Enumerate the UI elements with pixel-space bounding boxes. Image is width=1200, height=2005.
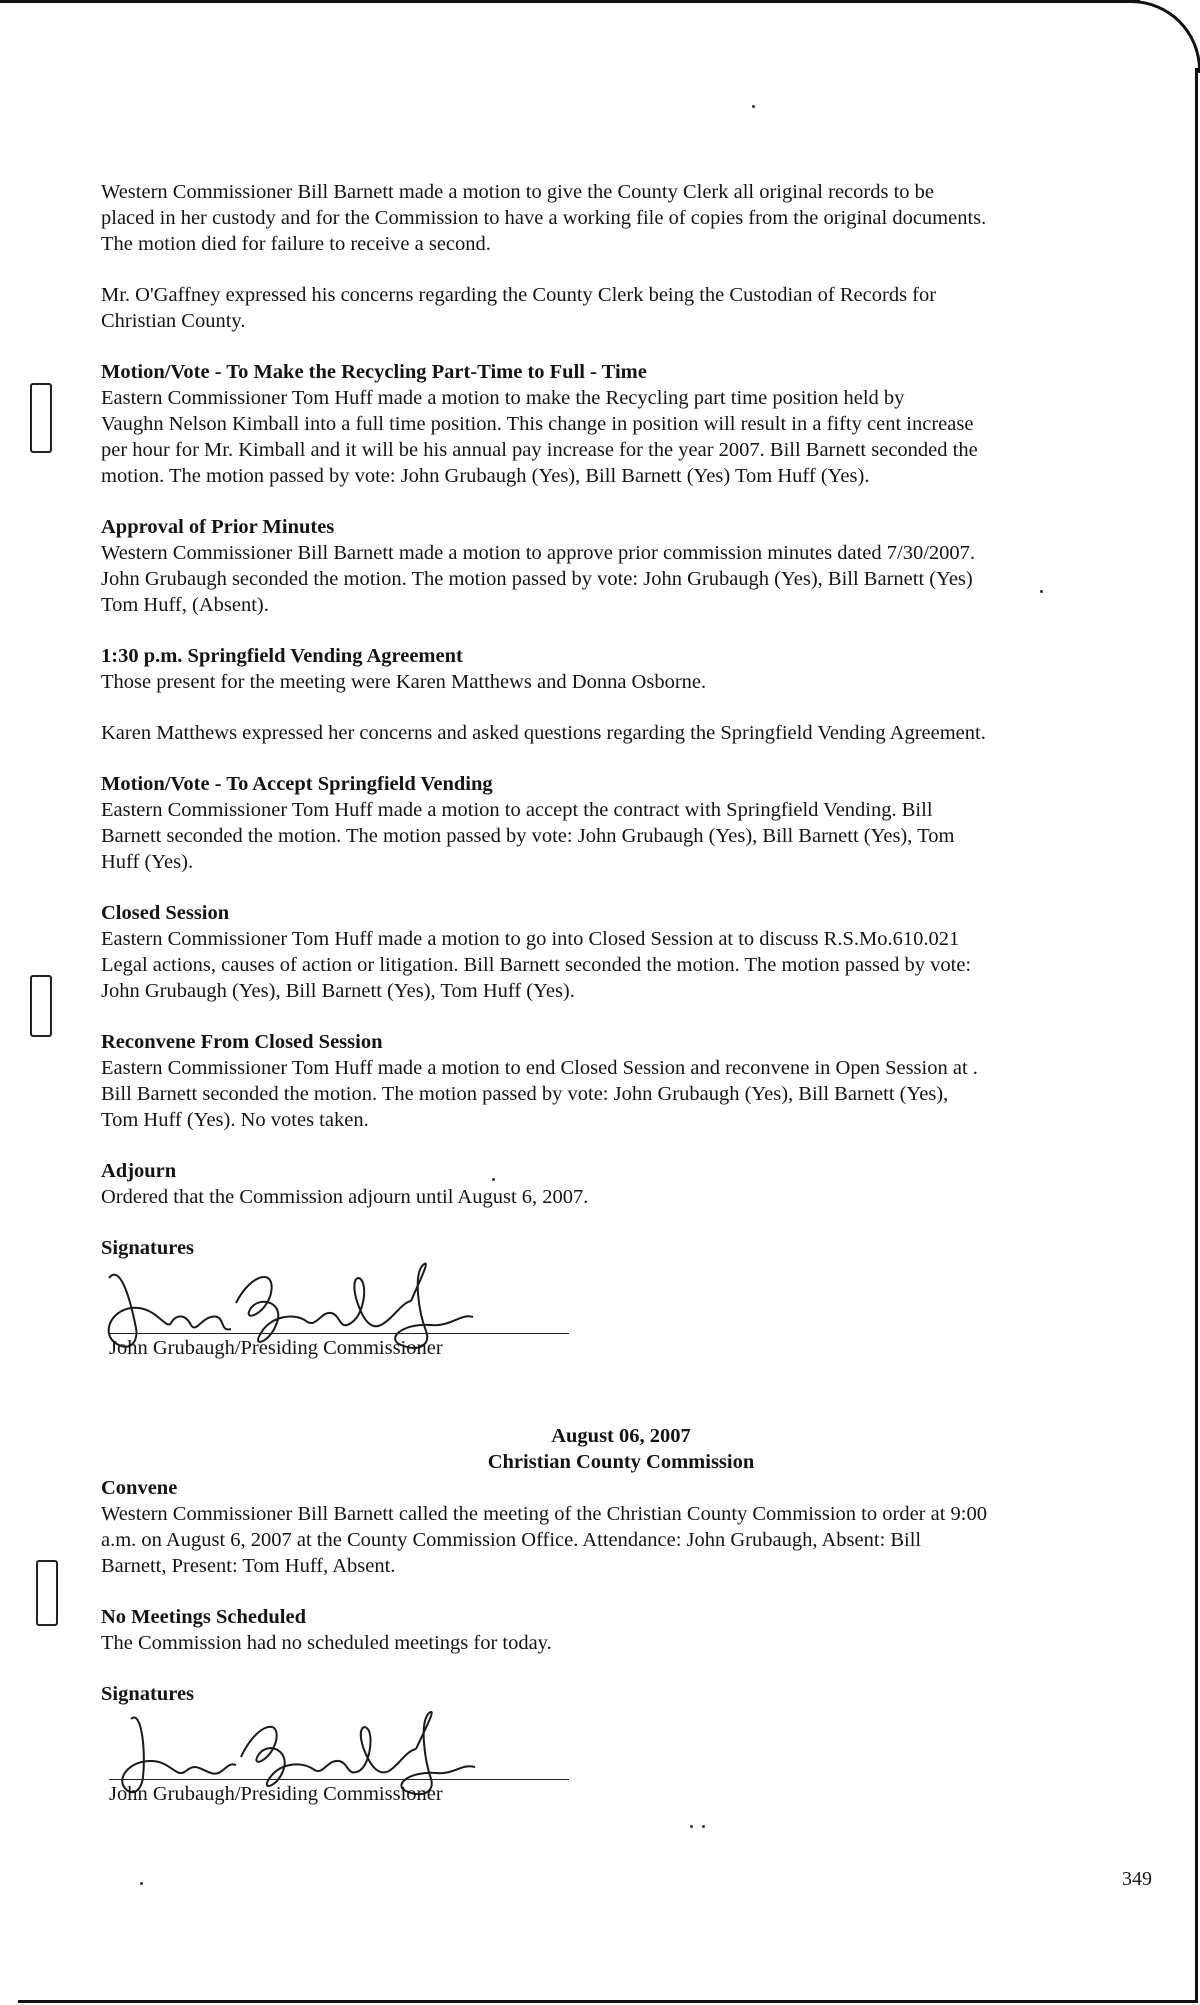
meeting-date: August 06, 2007 (551, 1425, 691, 1447)
section-heading: 1:30 p.m. Springfield Vending Agreement (101, 645, 463, 667)
signature-line (109, 1333, 569, 1334)
text-line: Legal actions, causes of action or litigation. Bill Barnett seconded the motion. The motion passed by vote: (101, 954, 972, 976)
margin-punch-box (30, 975, 52, 1037)
text-line: John Grubaugh (Yes), Bill Barnett (Yes), Tom Huff (Yes). (101, 980, 575, 1002)
paragraph-ogaffney (101, 282, 1141, 334)
text-line: Western Commissioner Bill Barnett made a motion to give the County Clerk all original records to be (101, 181, 934, 203)
margin-punch-box (36, 1560, 58, 1626)
text-line: Eastern Commissioner Tom Huff made a motion to go into Closed Session at to discuss R.S.Mo.610.021 (101, 928, 960, 950)
page-border-bottom (18, 2000, 1198, 2003)
paragraph-records-motion (101, 179, 1141, 257)
section-heading: Signatures (101, 1683, 195, 1705)
text-line: Barnett seconded the motion. The motion passed by vote: John Grubaugh (Yes), Bill Barnett (Yes), Tom (101, 825, 955, 847)
text-line: Eastern Commissioner Tom Huff made a motion to make the Recycling part time position held by (101, 387, 905, 409)
text-line: per hour for Mr. Kimball and it will be his annual pay increase for the year 2007. Bill Barnett seconded the (101, 439, 978, 461)
text-line: Vaughn Nelson Kimball into a full time position. This change in position will result in a fifty cent increase (101, 413, 974, 435)
section-vending-agreement (101, 643, 1141, 695)
signature-block (101, 1261, 1141, 1359)
text-line: Eastern Commissioner Tom Huff made a motion to end Closed Session and reconvene in Open Session at . (101, 1057, 978, 1079)
section-heading: Signatures (101, 1237, 195, 1259)
text-line: John Grubaugh seconded the motion. The motion passed by vote: John Grubaugh (Yes), Bill Barnett (Yes) (101, 568, 973, 590)
section-heading: Approval of Prior Minutes (101, 516, 335, 538)
text-line: Western Commissioner Bill Barnett called the meeting of the Christian County Commission to order at 9:00 (101, 1503, 987, 1525)
page-border-right (1195, 68, 1198, 2003)
section-heading: Adjourn (101, 1160, 177, 1182)
section-heading: Motion/Vote - To Accept Springfield Vending (101, 773, 493, 795)
signature-caption: John Grubaugh/Presiding Commissioner (109, 1337, 443, 1359)
signature-block (101, 1707, 1141, 1805)
paragraph-karen-matthews (101, 720, 1141, 746)
scan-speck (140, 1882, 143, 1885)
text-line: Barnett, Present: Tom Huff, Absent. (101, 1555, 396, 1577)
text-line: motion. The motion passed by vote: John Grubaugh (Yes), Bill Barnett (Yes) Tom Huff (Yes). (101, 465, 870, 487)
text-line: The Commission had no scheduled meetings for today. (101, 1632, 552, 1654)
scan-speck (752, 105, 755, 108)
text-line: Tom Huff, (Absent). (101, 594, 269, 616)
page-corner (1120, 0, 1200, 73)
document-body (101, 179, 1141, 1819)
section-accept-vending (101, 771, 1141, 875)
text-line: Huff (Yes). (101, 851, 194, 873)
section-reconvene (101, 1029, 1141, 1133)
scan-speck (702, 1825, 705, 1828)
section-heading: No Meetings Scheduled (101, 1606, 306, 1628)
section-heading: Motion/Vote - To Make the Recycling Part-Time to Full - Time (101, 361, 647, 383)
section-signatures-1 (101, 1235, 1141, 1359)
text-line: Christian County. (101, 310, 246, 332)
section-signatures-2 (101, 1681, 1141, 1805)
section-prior-minutes (101, 514, 1141, 618)
text-line: Mr. O'Gaffney expressed his concerns regarding the County Clerk being the Custodian of Records for (101, 284, 937, 306)
text-line: Those present for the meeting were Karen Matthews and Donna Osborne. (101, 671, 707, 693)
page-number: 349 (1122, 1868, 1152, 1890)
section-recycling (101, 359, 1141, 489)
text-line: Bill Barnett seconded the motion. The motion passed by vote: John Grubaugh (Yes), Bill Barnett (Yes), (101, 1083, 949, 1105)
meeting-title: Christian County Commission (487, 1451, 755, 1473)
text-line: placed in her custody and for the Commission to have a working file of copies from the original documents. (101, 207, 987, 229)
section-adjourn (101, 1158, 1141, 1210)
text-line: a.m. on August 6, 2007 at the County Commission Office. Attendance: John Grubaugh, Absent: Bill (101, 1529, 922, 1551)
meeting-header (101, 1423, 1141, 1475)
section-no-meetings (101, 1604, 1141, 1656)
section-heading: Closed Session (101, 902, 230, 924)
text-line: The motion died for failure to receive a second. (101, 233, 491, 255)
margin-punch-box (30, 383, 52, 453)
signature-line (109, 1779, 569, 1780)
text-line: Eastern Commissioner Tom Huff made a motion to accept the contract with Springfield Vending. Bill (101, 799, 933, 821)
section-heading: Convene (101, 1477, 178, 1499)
text-line: Tom Huff (Yes). No votes taken. (101, 1109, 369, 1131)
section-heading: Reconvene From Closed Session (101, 1031, 383, 1053)
text-line: Karen Matthews expressed her concerns and asked questions regarding the Springfield Vending Agreement. (101, 722, 986, 744)
scan-speck (690, 1825, 693, 1828)
page-border-top (0, 0, 1140, 3)
section-convene (101, 1475, 1141, 1579)
text-line: Ordered that the Commission adjourn until August 6, 2007. (101, 1186, 589, 1208)
signature-caption: John Grubaugh/Presiding Commissioner (109, 1783, 443, 1805)
text-line: Western Commissioner Bill Barnett made a motion to approve prior commission minutes dated 7/30/2007. (101, 542, 976, 564)
section-closed-session (101, 900, 1141, 1004)
